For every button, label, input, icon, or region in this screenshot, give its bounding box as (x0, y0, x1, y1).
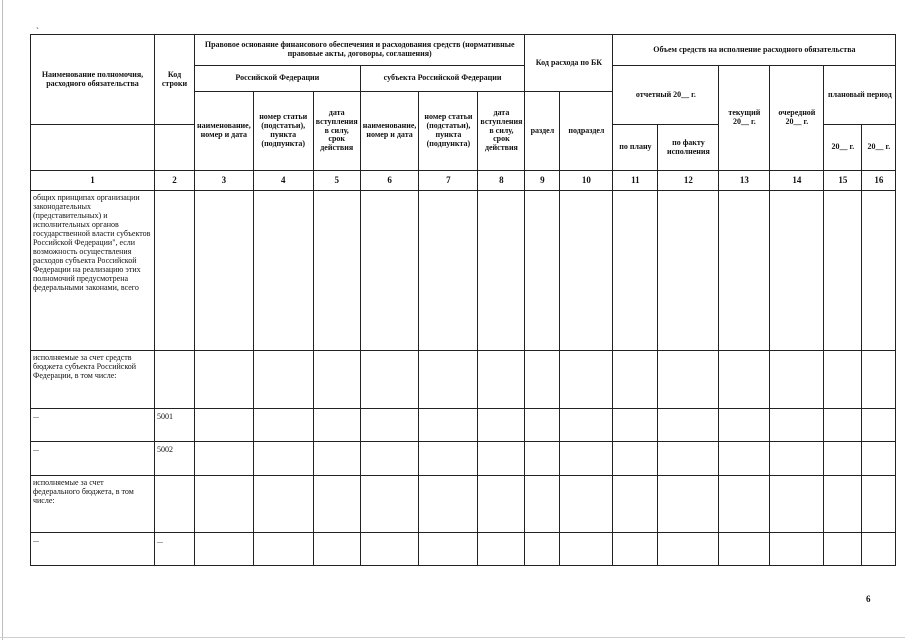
empty-cell (195, 533, 254, 566)
empty-cell (419, 191, 478, 351)
col-number: 5 (313, 171, 360, 191)
empty-cell (525, 442, 560, 476)
empty-cell (658, 442, 719, 476)
col-number: 4 (253, 171, 313, 191)
empty-cell (525, 533, 560, 566)
empty-cell (560, 351, 613, 409)
row-name: исполняемые за счет федерального бюджета, в том числе: (31, 476, 155, 533)
empty-cell (313, 191, 360, 351)
header-reporting-year: отчетный 20__ г. (613, 66, 719, 125)
empty-cell (253, 351, 313, 409)
empty-cell (419, 351, 478, 409)
col-number: 2 (155, 171, 195, 191)
empty-cell (478, 351, 525, 409)
empty-cell (195, 351, 254, 409)
empty-cell (658, 409, 719, 442)
scan-edge-bottom (0, 637, 905, 638)
empty-cell (419, 533, 478, 566)
col-number: 3 (195, 171, 254, 191)
col-number: 6 (360, 171, 419, 191)
empty-cell (195, 442, 254, 476)
empty-cell (419, 476, 478, 533)
empty-cell (195, 409, 254, 442)
empty-cell (824, 533, 862, 566)
empty-cell (770, 476, 824, 533)
col-number: 16 (862, 171, 896, 191)
header-next-year: очередной 20__ г. (770, 66, 824, 171)
empty-cell (313, 476, 360, 533)
empty-cell (360, 409, 419, 442)
header-subject-name: наименование, номер и дата (360, 92, 419, 171)
empty-cell (770, 351, 824, 409)
col-number: 9 (525, 171, 560, 191)
empty-cell (613, 351, 658, 409)
table-row (31, 351, 896, 409)
empty-cell (360, 191, 419, 351)
empty-cell (478, 409, 525, 442)
header-bk-code: Код расхода по БК (525, 35, 613, 92)
empty-cell (195, 476, 254, 533)
header-subject-article: номер статьи (подстатьи), пункта (подпункта) (419, 92, 478, 171)
empty-cell (613, 442, 658, 476)
row-name: ... (31, 409, 155, 442)
row-code (155, 476, 195, 533)
empty-cell (613, 476, 658, 533)
row-code: ... (155, 533, 195, 566)
col-number: 11 (613, 171, 658, 191)
row-code (155, 351, 195, 409)
header-current-year: текущий 20__ г. (719, 66, 770, 171)
row-code: 5001 (155, 409, 195, 442)
empty-cell (770, 442, 824, 476)
empty-cell (560, 476, 613, 533)
header-fact: по факту исполнения (658, 125, 719, 171)
header-name: Наименование полномочия, расходного обязательства (31, 35, 155, 125)
col-number: 10 (560, 171, 613, 191)
empty-cell (478, 533, 525, 566)
scan-edge-left (2, 0, 3, 640)
empty-cell (658, 533, 719, 566)
empty-cell (862, 533, 896, 566)
row-code (155, 191, 195, 351)
col-number: 1 (31, 171, 155, 191)
empty-cell (478, 476, 525, 533)
header-subject-date: дата вступления в силу, срок действия (478, 92, 525, 171)
header-year1: 20__ г. (824, 125, 862, 171)
header-rf-date: дата вступления в силу, срок действия (313, 92, 360, 171)
table-row (31, 191, 896, 351)
empty-cell (658, 476, 719, 533)
empty-cell (560, 533, 613, 566)
empty-cell (560, 442, 613, 476)
header-rf-name: наименование, номер и дата (195, 92, 254, 171)
row-name: ... (31, 533, 155, 566)
empty-cell (658, 191, 719, 351)
empty-cell (719, 409, 770, 442)
header-rf: Российской Федерации (195, 66, 361, 92)
empty-cell (824, 351, 862, 409)
empty-cell (525, 409, 560, 442)
empty-cell (253, 533, 313, 566)
empty-cell (770, 191, 824, 351)
col-number: 7 (419, 171, 478, 191)
empty-cell (560, 191, 613, 351)
empty-cell (478, 191, 525, 351)
empty-cell (419, 409, 478, 442)
empty-cell (478, 442, 525, 476)
empty-cell (360, 442, 419, 476)
empty-cell (613, 533, 658, 566)
header-name-cont (31, 125, 155, 171)
empty-cell (253, 476, 313, 533)
col-number: 12 (658, 171, 719, 191)
empty-cell (862, 409, 896, 442)
header-section: раздел (525, 92, 560, 171)
empty-cell (862, 442, 896, 476)
empty-cell (360, 533, 419, 566)
empty-cell (253, 409, 313, 442)
empty-cell (719, 476, 770, 533)
header-rf-article: номер статьи (подстатьи), пункта (подпункта) (253, 92, 313, 171)
table-row (31, 476, 896, 533)
header-subject: субъекта Российской Федерации (360, 66, 525, 92)
empty-cell (253, 191, 313, 351)
header-funds: Объем средств на исполнение расходного обязательства (613, 35, 896, 66)
expenditure-obligations-table (30, 34, 896, 566)
row-name: общих принципах организации законодательных (представительных) и исполнительных органов государственной власти субъектов Российской Федерации", если возможность осуществления расходов субъекта Российской Федерации на реализацию этих полномочий предусмотрена федеральными законами, всего (31, 191, 155, 351)
empty-cell (658, 351, 719, 409)
empty-cell (719, 351, 770, 409)
empty-cell (525, 476, 560, 533)
header-subsection: подраздел (560, 92, 613, 171)
empty-cell (824, 191, 862, 351)
header-legal-basis: Правовое основание финансового обеспечения и расходования средств (нормативные правовые акты, договоры, соглашения) (195, 35, 525, 66)
page-number: 6 (866, 594, 871, 604)
row-name: ... (31, 442, 155, 476)
row-name: исполняемые за счет средств бюджета субъекта Российской Федерации, в том числе: (31, 351, 155, 409)
header-planned-period: плановый период (824, 66, 896, 125)
empty-cell (824, 442, 862, 476)
empty-cell (253, 442, 313, 476)
empty-cell (862, 191, 896, 351)
empty-cell (719, 533, 770, 566)
empty-cell (719, 191, 770, 351)
table-body (31, 191, 896, 566)
empty-cell (560, 409, 613, 442)
col-number: 13 (719, 171, 770, 191)
empty-cell (313, 351, 360, 409)
empty-cell (824, 476, 862, 533)
empty-cell (313, 409, 360, 442)
empty-cell (770, 533, 824, 566)
scan-speck: ˎ (36, 19, 39, 29)
empty-cell (360, 476, 419, 533)
header-code-cont (155, 125, 195, 171)
empty-cell (719, 442, 770, 476)
header-year2: 20__ г. (862, 125, 896, 171)
empty-cell (419, 442, 478, 476)
empty-cell (824, 409, 862, 442)
empty-cell (360, 351, 419, 409)
col-number: 14 (770, 171, 824, 191)
empty-cell (525, 191, 560, 351)
header-plan: по плану (613, 125, 658, 171)
empty-cell (862, 351, 896, 409)
empty-cell (313, 533, 360, 566)
row-code: 5002 (155, 442, 195, 476)
header-code: Код строки (155, 35, 195, 125)
table-row (31, 409, 896, 442)
empty-cell (862, 476, 896, 533)
col-number: 8 (478, 171, 525, 191)
empty-cell (613, 409, 658, 442)
table-row (31, 533, 896, 566)
col-number: 15 (824, 171, 862, 191)
table-row (31, 442, 896, 476)
empty-cell (770, 409, 824, 442)
empty-cell (195, 191, 254, 351)
empty-cell (525, 351, 560, 409)
empty-cell (613, 191, 658, 351)
empty-cell (313, 442, 360, 476)
